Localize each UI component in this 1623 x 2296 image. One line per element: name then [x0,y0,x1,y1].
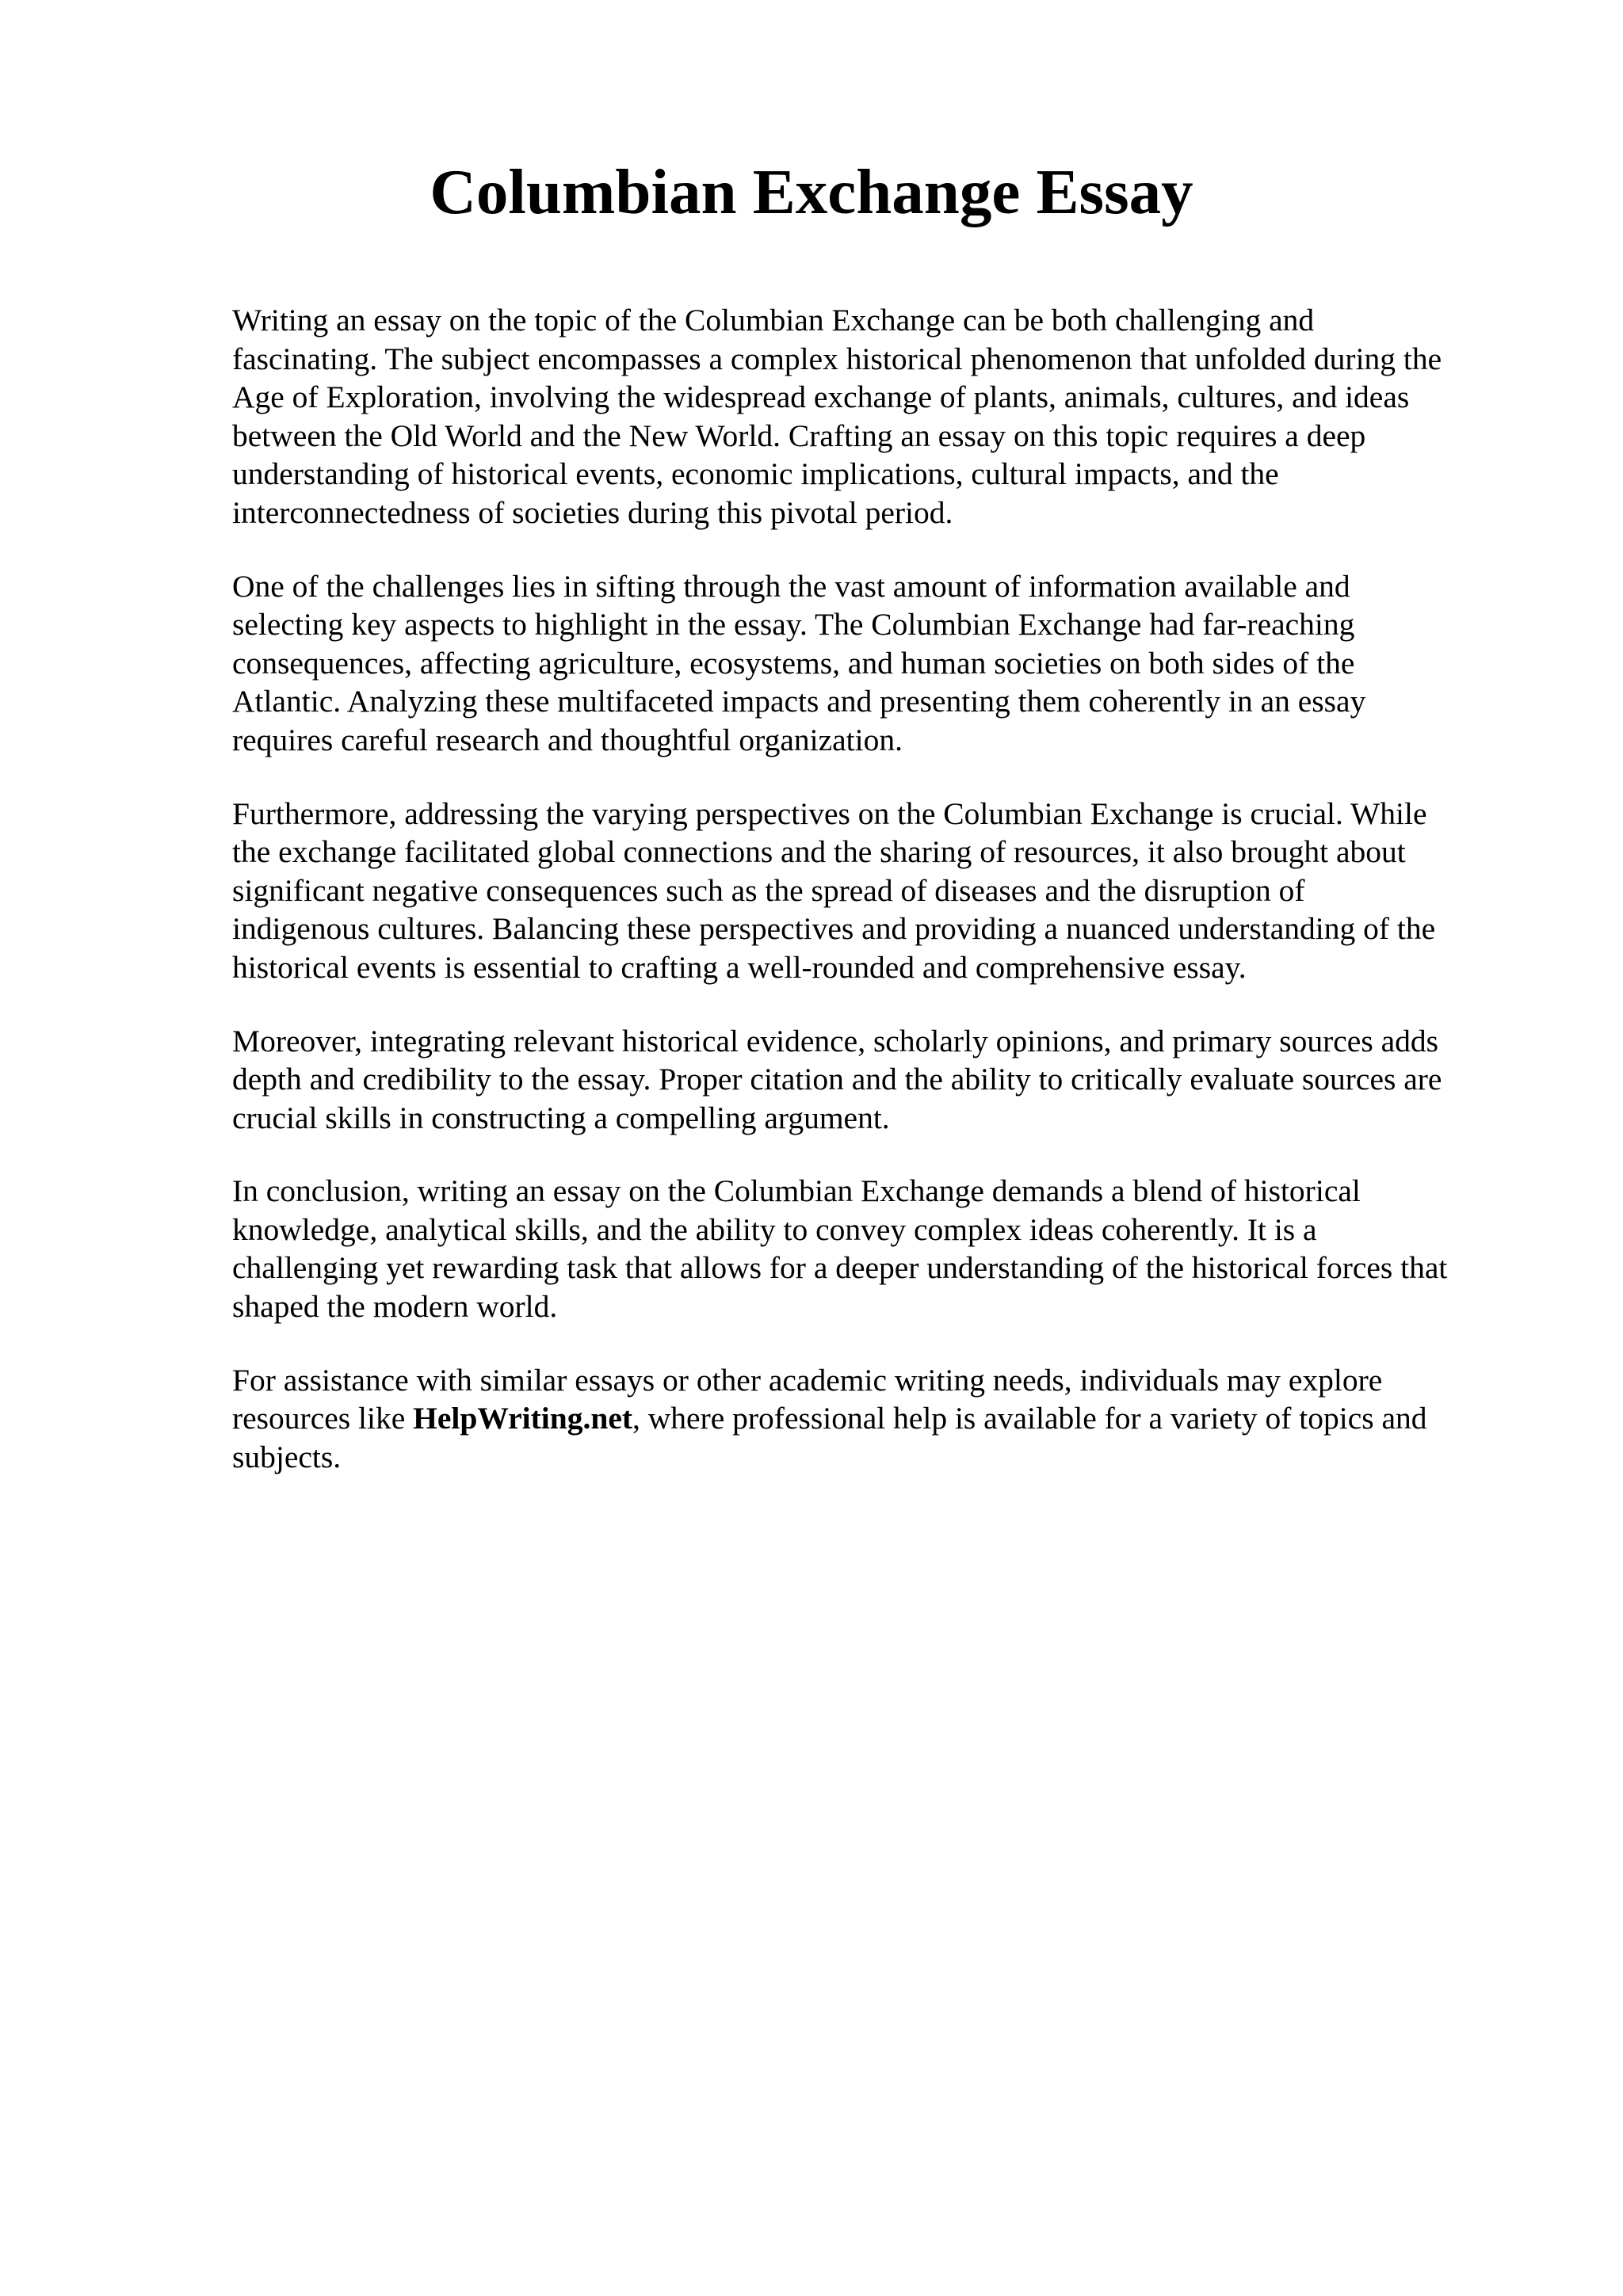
paragraph-line: Moreover, integrating relevant historical evidence, scholarly opinions, and primary sources adds [232,1023,1438,1058]
essay-body [232,301,1516,1511]
paragraph-line: subjects. [232,1439,342,1474]
paragraph-line: historical events is essential to crafting a well-rounded and comprehensive essay. [232,949,1247,985]
paragraph-line: Atlantic. Analyzing these multifaceted impacts and presenting them coherently in an essay [232,684,1366,719]
paragraph-line: challenging yet rewarding task that allows for a deeper understanding of the historical forces that [232,1250,1448,1286]
paragraph-line: One of the challenges lies in sifting through the vast amount of information available and [232,568,1350,604]
closing-text-after-link: , where professional help is available for a variety of topics and [632,1401,1427,1436]
paragraph-conclusion [232,1172,1516,1325]
paragraph-evidence [232,1022,1516,1138]
document-title: Columbian Exchange Essay [430,156,1193,227]
paragraph-line: consequences, affecting agriculture, ecosystems, and human societies on both sides of the [232,645,1355,681]
paragraph-line: crucial skills in constructing a compelling argument. [232,1100,890,1135]
paragraph-perspectives [232,795,1516,987]
paragraph-line: In conclusion, writing an essay on the Columbian Exchange demands a blend of historical [232,1173,1361,1209]
paragraph-line: requires careful research and thoughtful organization. [232,722,903,757]
paragraph-line: between the Old World and the New World. Crafting an essay on this topic requires a deep [232,418,1366,453]
paragraph-line [232,1399,1516,1438]
paragraph-line: knowledge, analytical skills, and the ability to convey complex ideas coherently. It is a [232,1211,1317,1247]
paragraph-line: the exchange facilitated global connections and the sharing of resources, it also brought about [232,834,1406,870]
paragraph-line: significant negative consequences such as the spread of diseases and the disruption of [232,872,1305,908]
paragraph-line: understanding of historical events, economic implications, cultural impacts, and the [232,456,1279,492]
paragraph-line: shaped the modern world. [232,1289,558,1325]
paragraph-line: selecting key aspects to highlight in the essay. The Columbian Exchange had far-reaching [232,607,1355,643]
paragraph-line: Age of Exploration, involving the widespread exchange of plants, animals, cultures, and ideas [232,379,1410,415]
paragraph-line: Furthermore, addressing the varying perspectives on the Columbian Exchange is crucial. While [232,795,1427,831]
closing-text-before-link: resources like [232,1401,414,1436]
paragraph-line: indigenous cultures. Balancing these perspectives and providing a nuanced understanding of the [232,911,1436,947]
paragraph-line: For assistance with similar essays or other academic writing needs, individuals may explore [232,1362,1383,1398]
helpwriting-link[interactable]: HelpWriting.net [413,1401,633,1436]
paragraph-challenges [232,567,1516,760]
paragraph-closing [232,1361,1516,1477]
paragraph-line: fascinating. The subject encompasses a complex historical phenomenon that unfolded during the [232,341,1442,376]
paragraph-line: depth and credibility to the essay. Proper citation and the ability to critically evaluate sources are [232,1062,1442,1097]
paragraph-line: interconnectedness of societies during this pivotal period. [232,494,953,530]
paragraph-line: Writing an essay on the topic of the Columbian Exchange can be both challenging and [232,303,1315,338]
paragraph-introduction [232,301,1516,532]
